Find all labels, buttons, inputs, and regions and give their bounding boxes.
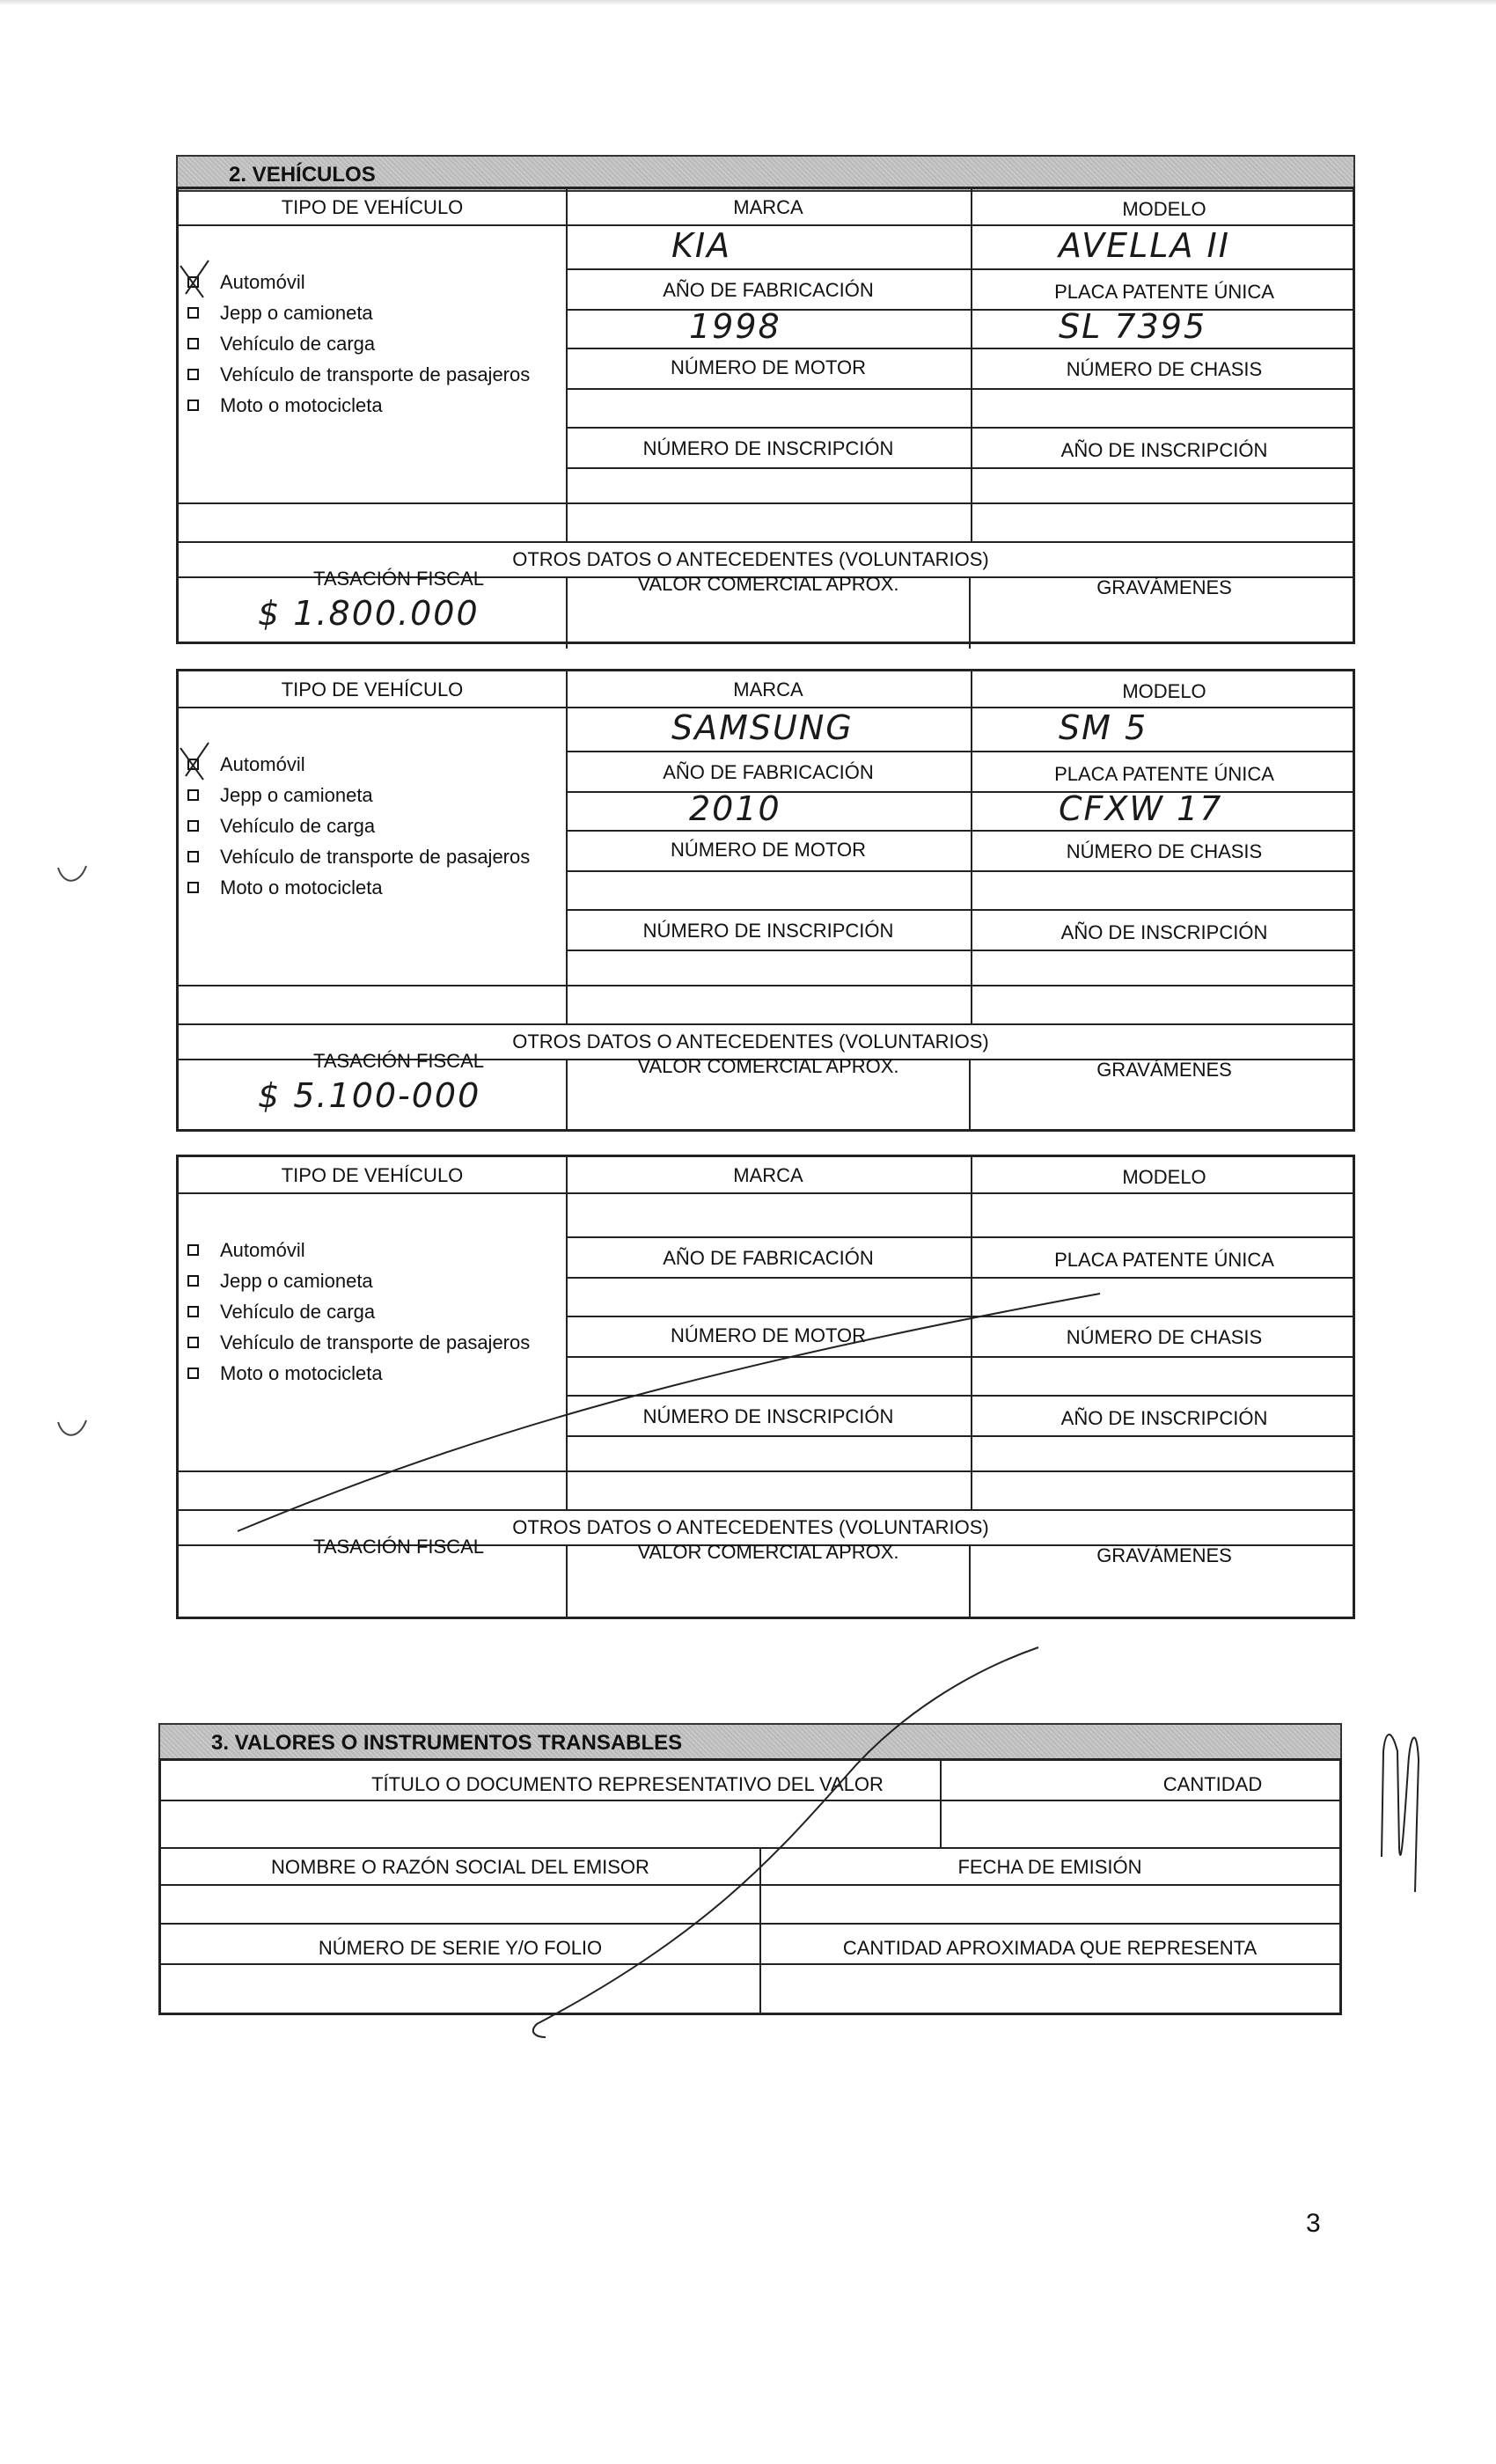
vehicle-type-label: Automóvil: [220, 753, 305, 775]
vehicle-type-label: Jepp o camioneta: [220, 302, 373, 324]
checked-box-icon: [187, 759, 199, 770]
rule: [969, 1544, 971, 1617]
rule: [179, 541, 1353, 543]
label-numero-chasis: NÚMERO DE CHASIS: [1066, 1326, 1263, 1348]
section-2-title: 2. VEHÍCULOS: [229, 163, 376, 187]
checkbox-icon: [187, 1244, 199, 1256]
label-valor-comercial: VALOR COMERCIAL APROX.: [637, 573, 899, 595]
rule: [566, 189, 568, 541]
vehicle-type-label: Vehículo de carga: [220, 1301, 376, 1323]
label-valor-comercial: VALOR COMERCIAL APROX.: [637, 1541, 899, 1563]
handwritten-modelo: AVELLA II: [1059, 226, 1230, 265]
label-numero-motor: NÚMERO DE MOTOR: [670, 1324, 867, 1346]
rule: [566, 751, 1353, 752]
checkbox-icon: [187, 851, 199, 862]
label-tasacion-fiscal: TASACIÓN FISCAL: [313, 1536, 484, 1558]
label-fecha-emision: FECHA DE EMISIÓN: [957, 1856, 1142, 1878]
checkbox-icon: [187, 882, 199, 893]
checkbox-icon: [187, 307, 199, 319]
rule: [969, 576, 971, 649]
vehicle-type-list: [187, 749, 530, 903]
signature: [1364, 1716, 1434, 1910]
label-placa-patente: PLACA PATENTE ÚNICA: [1054, 1249, 1274, 1271]
rule: [566, 870, 1353, 872]
cancel-strike-line: [510, 1637, 1056, 2042]
rule: [566, 671, 568, 1023]
vehicle-type-option: [187, 749, 530, 780]
label-ano-fabricacion: AÑO DE FABRICACIÓN: [663, 279, 874, 301]
vehicle-type-label: Moto o motocicleta: [220, 1362, 383, 1384]
checkbox-icon: [187, 1306, 199, 1317]
vehicle-type-label: Vehículo de carga: [220, 333, 376, 355]
vehicle-type-label: Moto o motocicleta: [220, 876, 383, 898]
label-ano-inscripcion: AÑO DE INSCRIPCIÓN: [1060, 1407, 1268, 1429]
rule: [566, 309, 1353, 311]
checkbox-icon: [187, 1368, 199, 1379]
checkbox-icon: [187, 338, 199, 349]
label-numero-chasis: NÚMERO DE CHASIS: [1066, 358, 1263, 380]
label-cantidad-aproximada: CANTIDAD APROXIMADA QUE REPRESENTA: [842, 1937, 1258, 1959]
vehicle-type-label: Automóvil: [220, 1239, 305, 1261]
vehicle-type-label: Vehículo de transporte de pasajeros: [220, 846, 531, 868]
rule: [971, 189, 972, 268]
checkbox-icon: [187, 1337, 199, 1348]
vehicle-type-label: Automóvil: [220, 271, 305, 293]
vehicle-type-option: [187, 359, 530, 390]
label-modelo: MODELO: [1122, 1166, 1206, 1188]
label-otros-datos: OTROS DATOS O ANTECEDENTES (VOLUNTARIOS): [512, 1030, 989, 1052]
vehicle-type-option: [187, 872, 530, 903]
label-placa-patente: PLACA PATENTE ÚNICA: [1054, 763, 1274, 785]
handwritten-ano-fabricacion: 1998: [689, 307, 781, 346]
vehicle-type-option: [187, 1235, 530, 1265]
label-gravamenes: GRAVÁMENES: [1096, 576, 1232, 598]
handwritten-tasacion: $ 1.800.000: [258, 594, 480, 633]
handwritten-placa: CFXW 17: [1059, 789, 1223, 828]
handwritten-marca: KIA: [671, 226, 732, 265]
checkbox-icon: [187, 369, 199, 380]
handwritten-tasacion: $ 5.100-000: [258, 1076, 481, 1115]
label-tasacion-fiscal: TASACIÓN FISCAL: [313, 1050, 484, 1072]
label-modelo: MODELO: [1122, 198, 1206, 220]
punch-mark: [55, 862, 90, 889]
vehicle-type-option: [187, 328, 530, 359]
rule: [566, 467, 1353, 469]
vehicle-type-option: [187, 267, 530, 297]
rule: [179, 502, 1353, 504]
label-ano-fabricacion: AÑO DE FABRICACIÓN: [663, 1247, 874, 1269]
rule: [566, 830, 1353, 832]
label-gravamenes: GRAVÁMENES: [1096, 1544, 1232, 1566]
label-tipo-vehiculo: TIPO DE VEHÍCULO: [281, 1164, 464, 1186]
vehicle-type-list: [187, 267, 530, 421]
label-marca: MARCA: [733, 1164, 803, 1186]
rule: [566, 909, 1353, 911]
rule: [179, 985, 1353, 986]
rule: [971, 671, 972, 751]
rule: [179, 1192, 1353, 1194]
label-numero-inscripcion: NÚMERO DE INSCRIPCIÓN: [642, 437, 894, 459]
handwritten-modelo: SM 5: [1059, 708, 1148, 747]
label-emisor: NOMBRE O RAZÓN SOCIAL DEL EMISOR: [271, 1856, 649, 1878]
vehicle-type-option: [187, 780, 530, 810]
vehicle-type-option: [187, 841, 530, 872]
rule: [566, 1236, 1353, 1238]
punch-mark: [55, 1417, 90, 1443]
label-marca: MARCA: [733, 678, 803, 700]
label-numero-motor: NÚMERO DE MOTOR: [670, 356, 867, 378]
checkbox-icon: [187, 789, 199, 801]
check-mark-icon: [177, 741, 212, 781]
label-numero-serie: NÚMERO DE SERIE Y/O FOLIO: [318, 1937, 603, 1959]
rule: [566, 388, 1353, 390]
rule: [566, 576, 568, 649]
label-modelo: MODELO: [1122, 680, 1206, 702]
vehicle-type-label: Jepp o camioneta: [220, 1270, 373, 1292]
label-valor-comercial: VALOR COMERCIAL APROX.: [637, 1055, 899, 1077]
handwritten-ano-fabricacion: 2010: [689, 789, 781, 828]
rule: [566, 348, 1353, 349]
handwritten-placa: SL 7395: [1059, 307, 1207, 346]
page-number: 3: [1306, 2209, 1321, 2238]
rule: [566, 1544, 568, 1617]
label-ano-inscripcion: AÑO DE INSCRIPCIÓN: [1060, 439, 1268, 461]
scan-edge: [0, 0, 1496, 5]
checked-box-icon: [187, 276, 199, 288]
check-mark-icon: [177, 259, 212, 299]
label-gravamenes: GRAVÁMENES: [1096, 1059, 1232, 1081]
rule: [566, 950, 1353, 951]
rule: [566, 427, 1353, 429]
vehicle-type-label: Jepp o camioneta: [220, 784, 373, 806]
rule: [969, 1059, 971, 1131]
vehicle-type-label: Moto o motocicleta: [220, 394, 383, 416]
label-titulo-documento: TÍTULO O DOCUMENTO REPRESENTATIVO DEL VALOR: [371, 1773, 884, 1795]
section-3-title: 3. VALORES O INSTRUMENTOS TRANSABLES: [211, 1731, 683, 1755]
label-tipo-vehiculo: TIPO DE VEHÍCULO: [281, 678, 464, 700]
label-otros-datos: OTROS DATOS O ANTECEDENTES (VOLUNTARIOS): [512, 1516, 989, 1538]
rule: [566, 268, 1353, 270]
label-numero-chasis: NÚMERO DE CHASIS: [1066, 840, 1263, 862]
vehicle-type-option: [187, 390, 530, 421]
label-tasacion-fiscal: TASACIÓN FISCAL: [313, 568, 484, 590]
vehicle-type-label: Vehículo de carga: [220, 815, 376, 837]
label-cantidad: CANTIDAD: [1162, 1773, 1263, 1795]
label-otros-datos: OTROS DATOS O ANTECEDENTES (VOLUNTARIOS): [512, 548, 989, 570]
label-numero-inscripcion: NÚMERO DE INSCRIPCIÓN: [642, 1405, 894, 1427]
rule: [566, 1059, 568, 1131]
label-ano-fabricacion: AÑO DE FABRICACIÓN: [663, 761, 874, 783]
handwritten-marca: SAMSUNG: [671, 708, 854, 747]
cancel-strike-line: [229, 1267, 1109, 1549]
label-placa-patente: PLACA PATENTE ÚNICA: [1054, 281, 1274, 303]
rule: [566, 791, 1353, 793]
label-numero-inscripcion: NÚMERO DE INSCRIPCIÓN: [642, 920, 894, 942]
label-ano-inscripcion: AÑO DE INSCRIPCIÓN: [1060, 921, 1268, 943]
vehicle-form-2: [176, 669, 1355, 1132]
checkbox-icon: [187, 400, 199, 411]
rule: [179, 1023, 1353, 1025]
checkbox-icon: [187, 1275, 199, 1287]
label-numero-motor: NÚMERO DE MOTOR: [670, 839, 867, 861]
vehicle-form-1: [176, 187, 1355, 644]
label-marca: MARCA: [733, 196, 803, 218]
vehicle-type-label: Vehículo de transporte de pasajeros: [220, 1331, 531, 1353]
vehicle-type-option: [187, 810, 530, 841]
vehicle-type-label: Vehículo de transporte de pasajeros: [220, 363, 531, 385]
vehicle-type-option: [187, 297, 530, 328]
checkbox-icon: [187, 820, 199, 832]
label-tipo-vehiculo: TIPO DE VEHÍCULO: [281, 196, 464, 218]
rule: [971, 1157, 972, 1236]
